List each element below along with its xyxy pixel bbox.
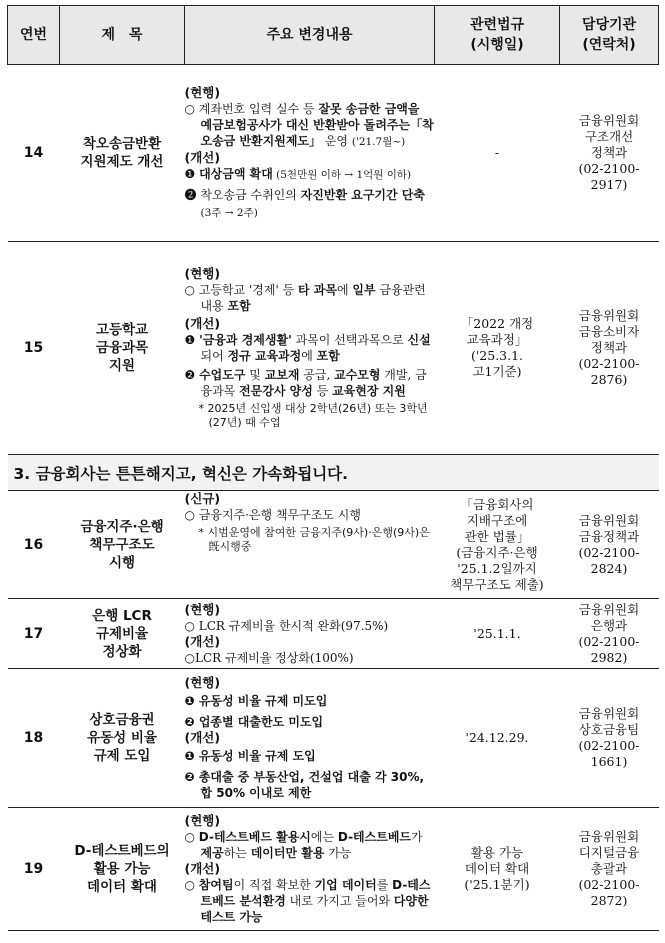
- header-content: 주요 변경내용: [185, 6, 435, 65]
- table-row: [8, 65, 659, 242]
- improve-item: ○ 참여팀이 직접 확보한 기업 데이터를 D-테스트베드 분석환경 내로 가지고 들어와 다양한 테스트 가능: [184, 878, 431, 924]
- row-law: '25.1.1.: [435, 599, 560, 669]
- table-header-row: [8, 6, 659, 65]
- section-heading: 3. 금융회사는 튼튼해지고, 혁신은 가속화됩니다.: [8, 455, 659, 491]
- new-label: (신규): [184, 491, 221, 506]
- table-row: [8, 669, 659, 808]
- policy-change-table: [7, 5, 659, 931]
- current-item: ○ D-테스트베드 활용시에는 D-테스트베드가 제공하는 데이터만 활용 가능: [184, 830, 423, 860]
- row-title: D-테스트베드의 활용 가능 데이터 확대: [60, 808, 185, 931]
- footnote: * 시범운영에 참여한 금융지주(9사)·은행(9사)은 旣시행중: [198, 526, 430, 553]
- row-number: 17: [8, 599, 60, 669]
- row-title: 은행 LCR 규제비율 정상화: [60, 599, 185, 669]
- row-number: 18: [8, 669, 60, 808]
- row-law: -: [435, 65, 560, 242]
- row-dept: 금융위원회 구조개선 정책과 (02-2100- 2917): [560, 65, 659, 242]
- header-law: 관련법규 (시행일): [435, 6, 560, 65]
- new-item: ○ 금융지주·은행 책무구조도 시행: [184, 508, 361, 522]
- row-law: 활용 가능 데이터 확대 ('25.1분기): [435, 808, 560, 931]
- row-dept: 금융위원회 은행과 (02-2100- 2982): [560, 599, 659, 669]
- row-number: 19: [8, 808, 60, 931]
- row-dept: 금융위원회 상호금융팀 (02-2100- 1661): [560, 669, 659, 808]
- header-title: 제 목: [60, 6, 185, 65]
- table-row: [8, 599, 659, 669]
- current-label: (현행): [184, 85, 221, 100]
- row-number: 14: [8, 65, 60, 242]
- current-label: (현행): [184, 266, 221, 281]
- row-content: [185, 491, 435, 599]
- current-item: ○ LCR 규제비율 한시적 완화(97.5%): [184, 618, 389, 633]
- row-law: 「2022 개정 교육과정」 ('25.3.1. 고1기준): [435, 242, 560, 455]
- row-title: 금융지주·은행 책무구조도 시행: [60, 491, 185, 599]
- improve-label: (개선): [184, 633, 221, 649]
- row-content: [185, 242, 435, 455]
- improve-label: (개선): [184, 861, 221, 876]
- improve-item: ❷ 착오송금 수취인의 자진반환 요구기간 단축 (3주 → 2주): [184, 188, 425, 219]
- current-label: (현행): [184, 601, 221, 617]
- row-law: '24.12.29.: [435, 669, 560, 808]
- row-content: [185, 808, 435, 931]
- improve-item: ❷ 총대출 중 부동산업, 건설업 대출 각 30%, 합 50% 이내로 제한: [184, 770, 425, 800]
- row-title: 고등학교 금융과목 지원: [60, 242, 185, 455]
- row-dept: 금융위원회 금융소비자 정책과 (02-2100- 2876): [560, 242, 659, 455]
- improve-label: (개선): [184, 730, 221, 745]
- row-number: 16: [8, 491, 60, 599]
- header-dept: 담당기관 (연락처): [560, 6, 659, 65]
- row-content: [185, 65, 435, 242]
- current-label: (현행): [184, 675, 221, 690]
- improve-item: ❶ 대상금액 확대 (5천만원 이하 → 1억원 이하): [184, 167, 412, 181]
- current-item: ❷ 업종별 대출한도 미도입: [184, 715, 324, 729]
- current-item: ○ 고등학교 '경제' 등 타 과목에 일부 금융관련 내용 포함: [184, 283, 426, 313]
- improve-item: ❶ 유동성 비율 규제 도입: [184, 749, 316, 763]
- header-no: 연번: [8, 6, 60, 65]
- improve-label: (개선): [184, 316, 221, 331]
- table-row: [8, 491, 659, 599]
- table-row: [8, 242, 659, 455]
- improve-item: ○LCR 규제비율 정상화(100%): [184, 650, 354, 665]
- row-title: 착오송금반환 지원제도 개선: [60, 65, 185, 242]
- improve-item: ❷ 수업도구 및 교보재 공급, 교수모형 개발, 금융과목 전문강사 양성 등 교육현장 지원: [184, 368, 427, 398]
- row-content: [185, 599, 435, 669]
- section-row: [8, 455, 659, 491]
- current-label: (현행): [184, 813, 221, 828]
- row-content: [185, 669, 435, 808]
- row-dept: 금융위원회 금융정책과 (02-2100- 2824): [560, 491, 659, 599]
- current-item: ❶ 유동성 비율 규제 미도입: [184, 694, 328, 708]
- row-law: 「금융회사의 지배구조에 관한 법률」 (금융지주·은행 '25.1.2일까지 책무구조도 제출): [435, 491, 560, 599]
- row-number: 15: [8, 242, 60, 455]
- improve-item: ❶ '금융과 경제생활' 과목이 선택과목으로 신설되어 정규 교육과정에 포함: [184, 333, 431, 363]
- improve-label: (개선): [184, 150, 221, 165]
- footnote: * 2025년 신입생 대상 2학년(26년) 또는 3학년(27년) 때 수업: [198, 402, 428, 429]
- row-title: 상호금융권 유동성 비율 규제 도입: [60, 669, 185, 808]
- table-row: [8, 808, 659, 931]
- current-item: ○ 계좌번호 입력 실수 등 잘못 송금한 금액을 예금보험공사가 대신 반환받아 돌려주는「착오송금 반환지원제도」 운영 ('21.7월~): [184, 102, 434, 148]
- row-dept: 금융위원회 디지털금융 총괄과 (02-2100- 2872): [560, 808, 659, 931]
